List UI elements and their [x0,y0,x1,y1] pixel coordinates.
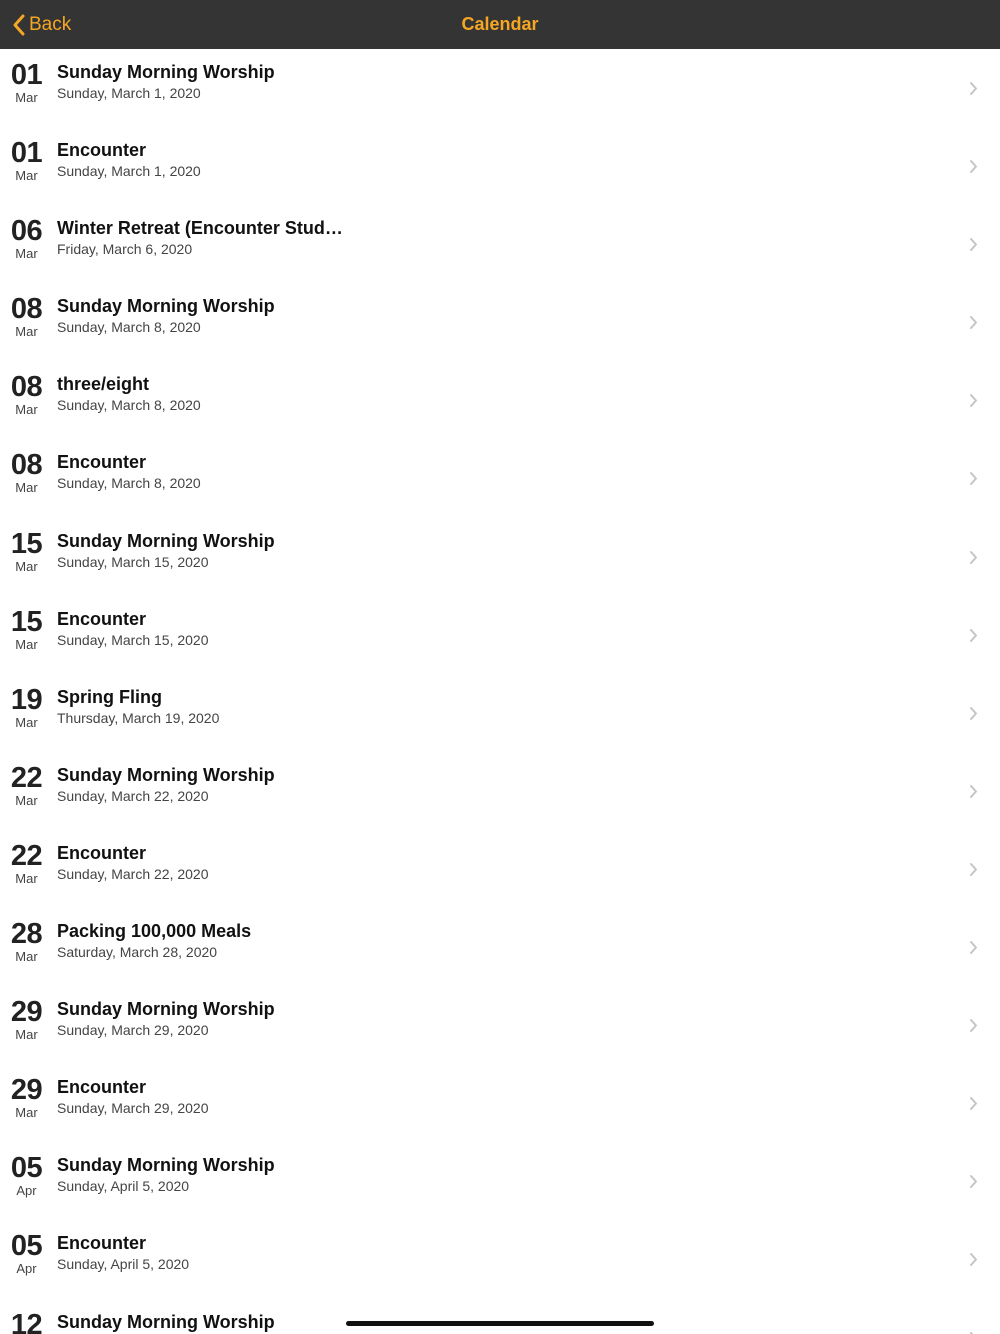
event-row[interactable] [0,752,1000,830]
chevron-right-icon [969,784,978,799]
event-title: Encounter [57,1077,147,1098]
date-day: 05 [10,1230,43,1263]
date-day: 12 [10,1308,43,1334]
date-badge [0,528,53,574]
chevron-right-icon [969,1018,978,1033]
back-button[interactable] [12,0,71,49]
date-month: Mar [15,480,38,496]
date-badge [0,684,53,730]
date-day: 29 [10,1074,43,1107]
date-badge [0,762,53,808]
chevron-right-icon [969,940,978,955]
date-day: 28 [10,918,43,951]
event-date: Thursday, March 19, 2020 [57,709,220,726]
event-row[interactable] [0,908,1000,986]
date-month: Mar [15,636,38,652]
event-title: Encounter [57,452,147,473]
event-row[interactable] [0,674,1000,752]
date-badge [0,215,53,261]
event-title: Sunday Morning Worship [57,296,275,317]
date-day: 29 [10,996,43,1029]
event-date: Sunday, April 5, 2020 [57,1256,190,1273]
date-day: 22 [10,839,43,872]
date-month: Mar [15,1027,38,1043]
date-badge [0,137,53,183]
date-day: 19 [10,683,43,716]
date-month: Mar [15,324,38,340]
home-indicator[interactable] [346,1321,654,1326]
event-title: Encounter [57,1233,147,1254]
event-row[interactable] [0,205,1000,283]
date-month: Mar [15,1105,38,1121]
event-title: Sunday Morning Worship [57,1155,275,1176]
date-day: 08 [10,371,43,404]
date-month: Mar [15,714,38,730]
event-title: Sunday Morning Worship [57,999,275,1020]
chevron-right-icon [969,237,978,252]
back-label: Back [29,13,72,35]
date-day: 15 [10,605,43,638]
chevron-right-icon [969,706,978,721]
event-title: Sunday Morning Worship [57,62,275,82]
event-title: Packing 100,000 Meals [57,921,252,942]
date-badge [0,59,53,105]
event-list[interactable] [0,49,1000,1334]
date-month: Mar [15,558,38,574]
date-month: Mar [15,246,38,262]
date-month: Mar [15,870,38,886]
date-month: Apr [16,1261,37,1277]
date-badge [0,1309,53,1334]
event-date: Sunday, March 29, 2020 [57,1022,209,1039]
date-month: Apr [16,1183,37,1199]
event-date: Sunday, March 22, 2020 [57,787,209,804]
chevron-right-icon [969,393,978,408]
chevron-right-icon [969,550,978,565]
date-badge [0,371,53,417]
date-badge [0,449,53,495]
date-month: Mar [15,168,38,184]
event-row[interactable] [0,830,1000,908]
date-badge [0,840,53,886]
event-date: Sunday, March 8, 2020 [57,319,201,336]
date-badge [0,996,53,1042]
date-month: Mar [15,792,38,808]
event-row[interactable] [0,49,1000,127]
chevron-right-icon [969,471,978,486]
date-month: Mar [15,949,38,965]
chevron-right-icon [969,1096,978,1111]
event-date: Sunday, March 15, 2020 [57,631,209,648]
date-badge [0,918,53,964]
date-day: 08 [10,449,43,482]
event-row[interactable] [0,1299,1000,1334]
page-title: Calendar [461,14,539,34]
event-date: Saturday, March 28, 2020 [57,944,218,961]
event-row[interactable] [0,127,1000,205]
chevron-right-icon [969,1252,978,1267]
event-row[interactable] [0,1142,1000,1220]
date-badge [0,293,53,339]
date-badge [0,1230,53,1276]
date-day: 15 [10,527,43,560]
event-date: Sunday, April 5, 2020 [57,1178,190,1195]
event-date: Sunday, March 29, 2020 [57,1100,209,1117]
date-day: 05 [10,1152,43,1185]
event-title: Encounter [57,608,147,629]
date-day: 01 [10,137,43,170]
event-title: Sunday Morning Worship [57,530,275,551]
event-date: Sunday, March 8, 2020 [57,397,201,414]
event-title: Winter Retreat (Encounter Stud… [57,218,343,239]
event-row[interactable] [0,518,1000,596]
event-row[interactable] [0,596,1000,674]
event-date: Sunday, March 8, 2020 [57,475,201,492]
event-date: Friday, March 6, 2020 [57,241,193,258]
date-month: Mar [15,402,38,418]
event-row[interactable] [0,1220,1000,1298]
event-row[interactable] [0,1064,1000,1142]
event-title: Encounter [57,842,147,863]
chevron-right-icon [969,1174,978,1189]
date-month: Mar [15,90,38,105]
date-badge [0,1074,53,1120]
date-badge [0,606,53,652]
navigation-bar [0,0,1000,49]
event-title: Spring Fling [57,686,162,707]
event-title: Sunday Morning Worship [57,1311,275,1332]
event-row[interactable] [0,439,1000,517]
event-row[interactable] [0,283,1000,361]
chevron-right-icon [969,159,978,174]
date-day: 22 [10,761,43,794]
event-date: Sunday, March 22, 2020 [57,865,209,882]
chevron-right-icon [969,1331,978,1334]
date-day: 06 [10,215,43,248]
event-date: Sunday, March 1, 2020 [57,85,201,101]
event-title: three/eight [57,374,150,395]
chevron-right-icon [969,862,978,877]
chevron-left-icon [12,14,25,36]
event-title: Encounter [57,140,147,161]
event-row[interactable] [0,361,1000,439]
event-date: Sunday, March 15, 2020 [57,553,209,570]
event-date: Sunday, March 1, 2020 [57,163,201,180]
date-day: 08 [10,293,43,326]
event-title: Sunday Morning Worship [57,764,275,785]
event-row[interactable] [0,986,1000,1064]
chevron-right-icon [969,315,978,330]
date-badge [0,1152,53,1198]
chevron-right-icon [969,628,978,643]
date-day: 01 [10,59,43,91]
chevron-right-icon [969,81,978,96]
